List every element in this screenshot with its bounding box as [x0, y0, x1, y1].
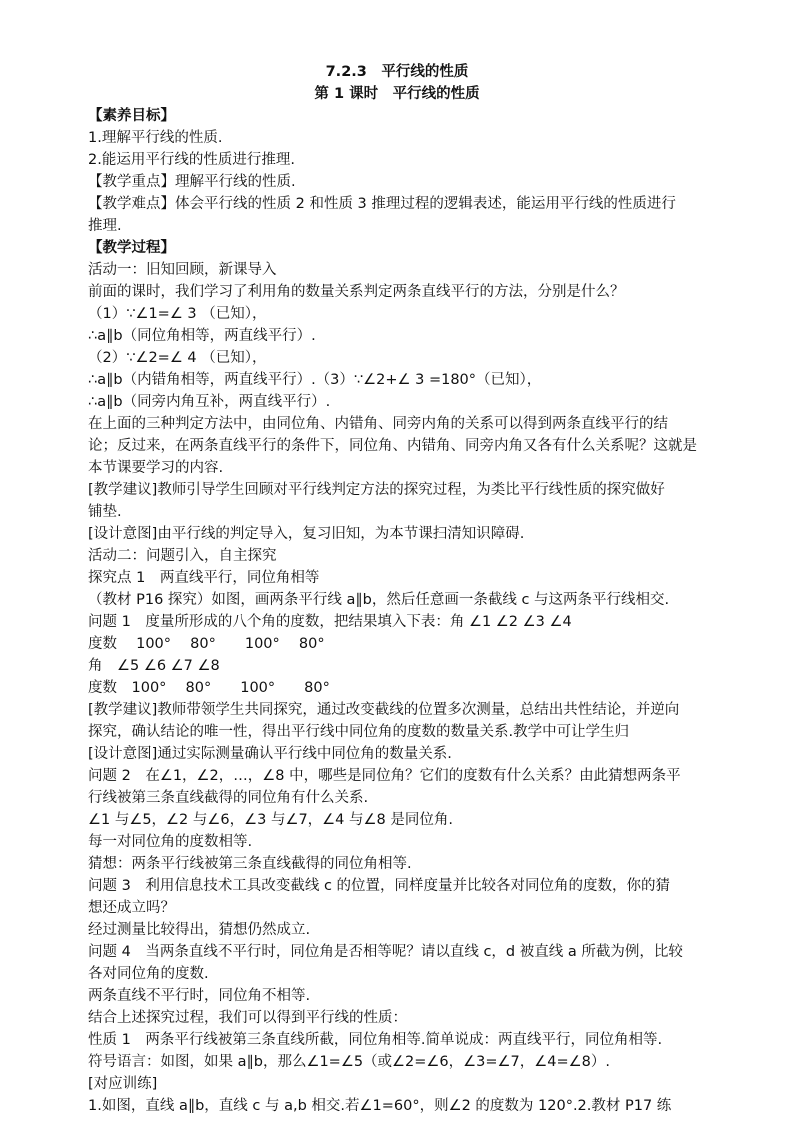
teaching-difficulty: 【教学难点】体会平行线的性质 2 和性质 3 推理过程的逻辑表述，能运用平行线的性质进行 [88, 196, 676, 212]
exploration-point-1: 探究点 1 两直线平行，同位角相等 [88, 570, 320, 586]
text-line: ∴a∥b（同旁内角互补，两直线平行）. [88, 394, 331, 410]
text-line: 行线被第三条直线截得的同位角有什么关系. [88, 790, 369, 806]
text-line: 经过测量比较得出，猜想仍然成立. [88, 922, 311, 938]
design-intent: [设计意图]通过实际测量确认平行线中同位角的数量关系. [88, 746, 452, 762]
text-line: 每一对同位角的度数相等. [88, 834, 253, 850]
text-line: 两条直线不平行时，同位角不相等. [88, 988, 311, 1004]
text-line: ∠1 与∠5，∠2 与∠6，∠3 与∠7，∠4 与∠8 是同位角. [88, 812, 453, 828]
activity-two: 活动二：问题引入，自主探究 [88, 548, 277, 564]
text-line: （教材 P16 探究）如图，画两条平行线 a∥b，然后任意画一条截线 c 与这两条平行线相交. [88, 592, 670, 608]
text-line: 想还成立吗？ [88, 900, 175, 916]
conjecture: 猜想：两条平行线被第三条直线截得的同位角相等. [88, 856, 412, 872]
text-line: 前面的课时，我们学习了利用角的数量关系判定两条直线平行的方法，分别是什么？ [88, 284, 625, 300]
section-title: 7.2.3 平行线的性质 [325, 64, 469, 80]
teaching-suggestion: [教学建议]教师引导学生回顾对平行线判定方法的探究过程，为类比平行线性质的探究做好 [88, 482, 665, 498]
symbolic-language: 符号语言：如图，如果 a∥b，那么∠1=∠5（或∠2=∠6，∠3=∠7，∠4=∠8）. [88, 1054, 610, 1070]
text-line: 本节课要学习的内容. [88, 460, 224, 476]
text-line: 角 ∠5 ∠6 ∠7 ∠8 [88, 658, 220, 674]
property-1: 性质 1 两条平行线被第三条直线所截，同位角相等.简单说成：两直线平行，同位角相等. [88, 1032, 663, 1048]
text-line: 度数 100° 80° 100° 80° [88, 636, 325, 652]
text-line: ∴a∥b（内错角相等，两直线平行）.（3）∵∠2+∠ 3 =180°（已知）， [88, 372, 542, 388]
text-line: 度数 100° 80° 100° 80° [88, 680, 330, 696]
text-line: 探究，确认结论的唯一性，得出平行线中同位角的度数的数量关系.教学中可让学生归 [88, 724, 630, 740]
teaching-suggestion: [教学建议]教师带领学生共同探究，通过改变截线的位置多次测量，总结出共性结论，并逆向 [88, 702, 680, 718]
text-line: 2.能运用平行线的性质进行推理. [88, 152, 295, 168]
text-line: （1）∵∠1=∠ 3 （已知）， [88, 306, 267, 322]
practice-item-1: 1.如图，直线 a∥b，直线 c 与 a,b 相交.若∠1=60°，则∠2 的度数为 120°.2.教材 P17 练 [88, 1098, 672, 1114]
text-line: 铺垫. [88, 504, 122, 520]
text-line: 在上面的三种判定方法中，由同位角、内错角、同旁内角的关系可以得到两条直线平行的结 [88, 416, 668, 432]
activity-one: 活动一：旧知回顾，新课导入 [88, 262, 277, 278]
text-line: 结合上述探究过程，我们可以得到平行线的性质： [88, 1010, 407, 1026]
text-line: ∴a∥b（同位角相等，两直线平行）. [88, 328, 316, 344]
text-line: 推理. [88, 218, 122, 234]
text-line: （2）∵∠2=∠ 4 （已知）， [88, 350, 267, 366]
teaching-focus: 【教学重点】理解平行线的性质. [88, 174, 296, 190]
question-3: 问题 3 利用信息技术工具改变截线 c 的位置，同样度量并比较各对同位角的度数，你的猜 [88, 878, 671, 894]
question-4: 问题 4 当两条直线不平行时，同位角是否相等呢？请以直线 c，d 被直线 a 所截为例，比较 [88, 944, 683, 960]
question-2: 问题 2 在∠1，∠2，…，∠8 中，哪些是同位角？它们的度数有什么关系？由此猜想两条平 [88, 768, 681, 784]
design-intent: [设计意图]由平行线的判定导入，复习旧知，为本节课扫清知识障碍. [88, 526, 525, 542]
text-line: 1.理解平行线的性质. [88, 130, 223, 146]
practice-heading: [对应训练] [88, 1076, 158, 1092]
teaching-process-heading: 【教学过程】 [88, 240, 175, 256]
lesson-title: 第 1 课时 平行线的性质 [314, 86, 480, 102]
text-line: 论；反过来，在两条直线平行的条件下，同位角、内错角、同旁内角又各有什么关系呢？这就是 [88, 438, 697, 454]
literacy-goals-heading: 【素养目标】 [88, 108, 175, 124]
text-line: 各对同位角的度数. [88, 966, 209, 982]
question-1: 问题 1 度量所形成的八个角的度数，把结果填入下表：角 ∠1 ∠2 ∠3 ∠4 [88, 614, 572, 630]
